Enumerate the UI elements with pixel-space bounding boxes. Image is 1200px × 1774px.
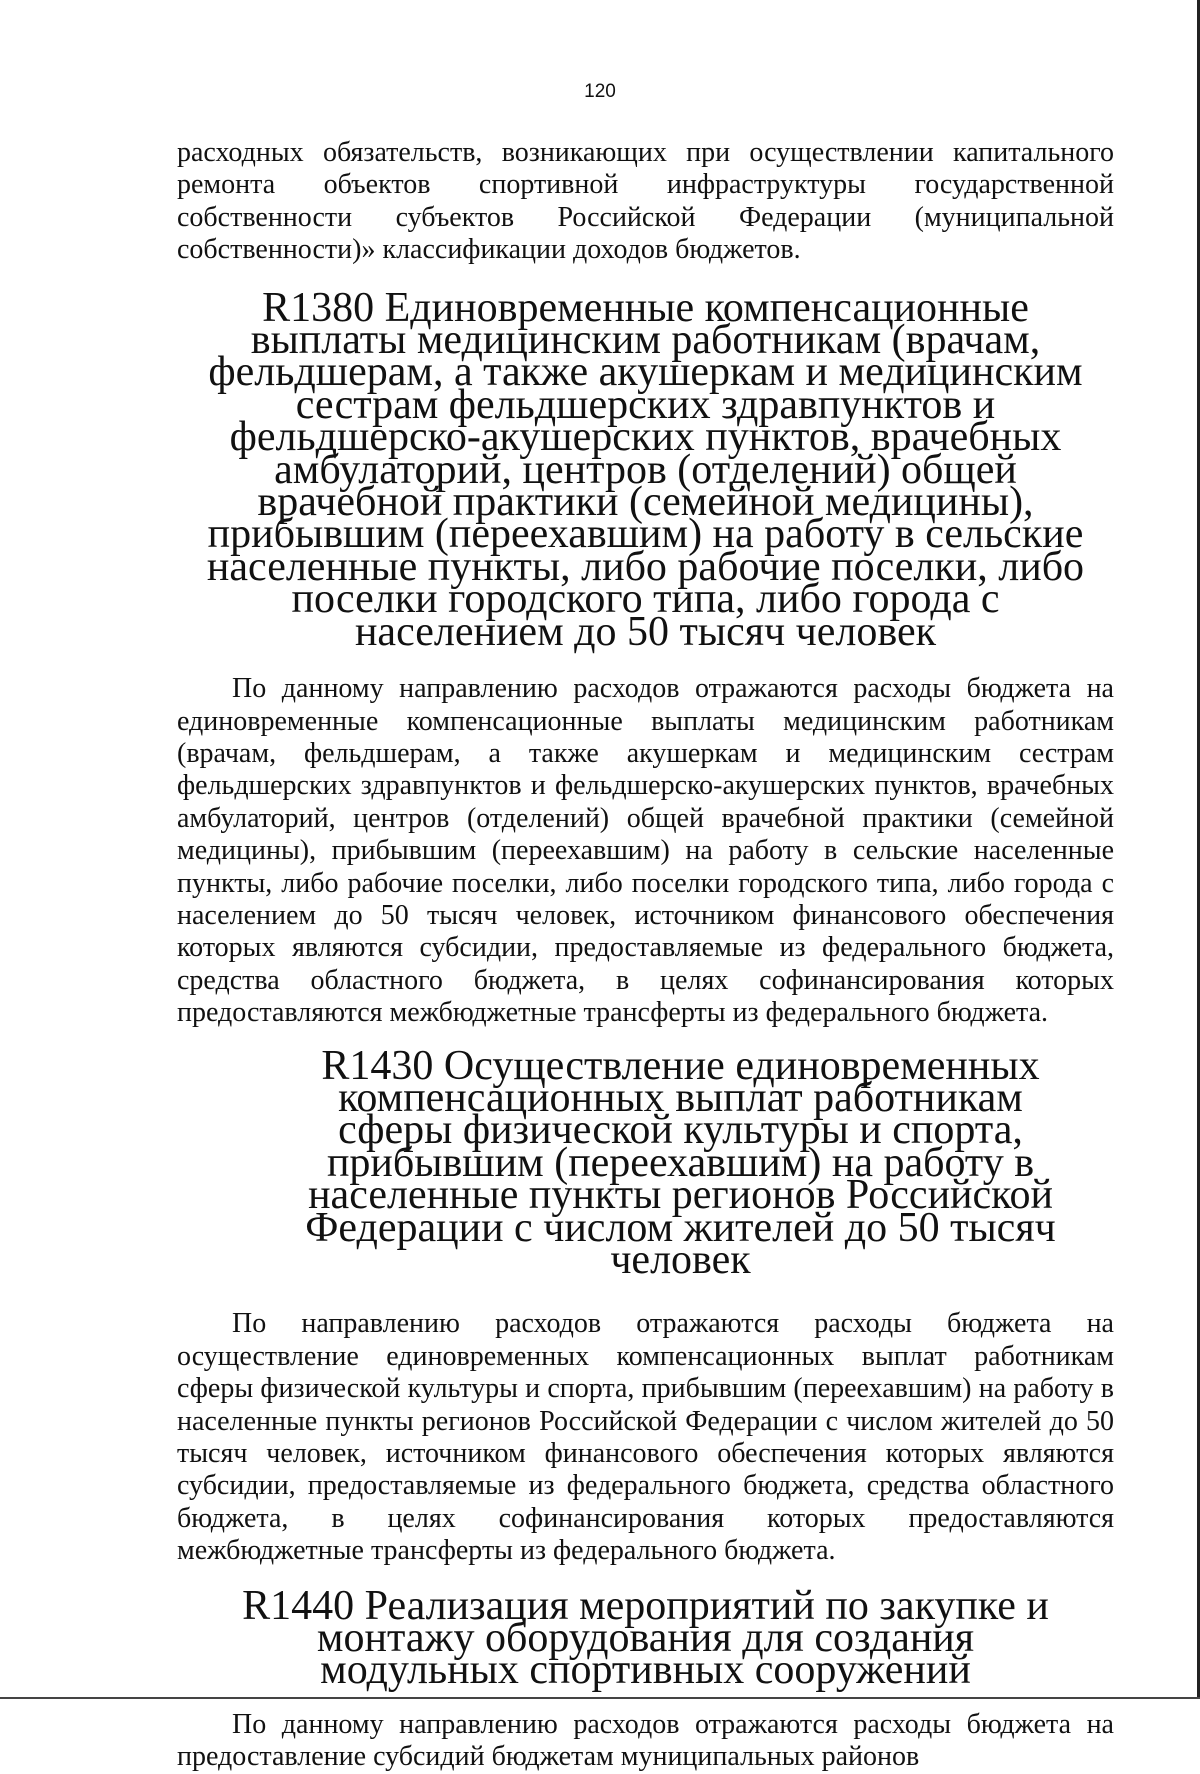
section-heading-r1380: R1380 Единовременные компенсационные выплаты медицинским работникам (врачам, фельдшерам, а также акушеркам и медицинским сестрам фельдшерских здравпунктов и фельдшерско-акушерских пунктов, врачебных амбулаторий, центров (отделений) общей врачебной практики (семейной медицины), прибывшим (переехавшим) на работу в сельские населенные пункты, либо рабочие поселки, либо поселки городского типа, либо города с населением до 50 тысяч человек [206, 284, 1085, 655]
page-number: 120 [584, 81, 616, 102]
section-heading-r1440: R1440 Реализация мероприятий по закупке и монтажу оборудования для создания модульных спортивных сооружений [242, 1582, 1049, 1694]
section-heading-r1430: R1430 Осуществление единовременных компенсационных выплат работникам сферы физической культуры и спорта, прибывшим (переехавшим) на работу в населенные пункты регионов Российской Федерации с числом жителей до 50 тысяч человек [305, 1042, 1056, 1283]
paragraph-r1380: По данному направлению расходов отражаются расходы бюджета на единовременные компенсационные выплаты медицинским работникам (врачам, фельдшерам, а также акушеркам и медицинским сестрам фельдшерских здравпунктов и фельдшерско-акушерских пунктов, врачебных амбулаторий, центров (отделений) общей врачебной практики (семейной медицины), прибывшим (переехавшим) на работу в сельские населенные пункты, либо рабочие поселки, либо поселки городского типа, либо города с населением до 50 тысяч человек, источником финансового обеспечения которых являются субсидии, предоставляемые из федерального бюджета, средства областного бюджета, в целях софинансирования которых предоставляются межбюджетные трансферты из федерального бюджета. [177, 673, 1114, 1029]
paragraph-r1430: По направлению расходов отражаются расходы бюджета на осуществление единовременных компенсационных выплат работникам сферы физической культуры и спорта, прибывшим (переехавшим) на работу в населенные пункты регионов Российской Федерации с числом жителей до 50 тысяч человек, источником финансового обеспечения которых являются субсидии, предоставляемые из федерального бюджета, средства областного бюджета, в целях софинансирования которых предоставляются межбюджетные трансферты из федерального бюджета. [177, 1308, 1114, 1567]
document-body [177, 137, 1114, 1774]
paragraph-r1440: По данному направлению расходов отражаются расходы бюджета на предоставление субсидий бюджетам муниципальных районов [177, 1708, 1114, 1773]
paragraph-continuation: расходных обязательств, возникающих при осуществлении капитального ремонта объектов спортивной инфраструктуры государственной собственности субъектов Российской Федерации (муниципальной собственности)» классификации доходов бюджетов. [177, 137, 1114, 266]
